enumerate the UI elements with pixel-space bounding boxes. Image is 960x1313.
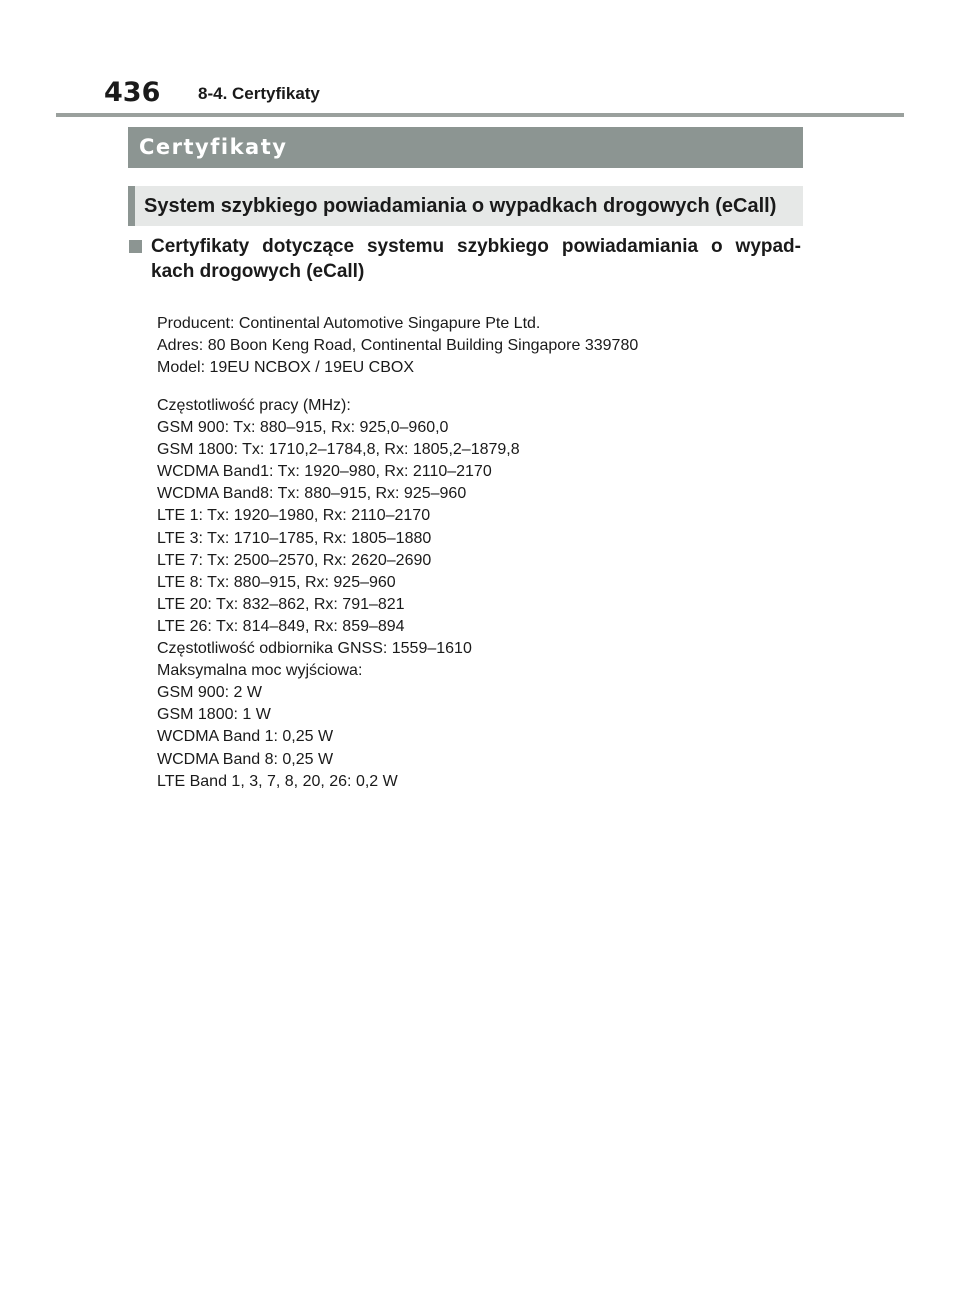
spec-line: Częstotliwość odbiornika GNSS: 1559–1610: [157, 640, 472, 658]
spec-line: WCDMA Band1: Tx: 1920–980, Rx: 2110–2170: [157, 463, 492, 481]
topic-heading-line-2: kach drogowych (eCall): [151, 261, 365, 282]
page-number: 436: [104, 77, 161, 108]
spec-line: LTE 20: Tx: 832–862, Rx: 791–821: [157, 595, 405, 613]
spec-line: GSM 1800: Tx: 1710,2–1784,8, Rx: 1805,2–1879,8: [157, 441, 520, 459]
model-line: Model: 19EU NCBOX / 19EU CBOX: [157, 359, 414, 377]
spec-line: GSM 1800: 1 W: [157, 706, 271, 724]
spec-line: Częstotliwość pracy (MHz):: [157, 397, 351, 414]
header-divider: [56, 113, 904, 117]
spec-line: LTE 8: Tx: 880–915, Rx: 925–960: [157, 573, 396, 591]
spec-line: LTE 3: Tx: 1710–1785, Rx: 1805–1880: [157, 529, 432, 547]
subsection-title: System szybkiego powiadamiania o wypadkach drogowych (eCall): [144, 195, 777, 217]
spec-line: LTE 26: Tx: 814–849, Rx: 859–894: [157, 617, 405, 635]
spec-line: LTE Band 1, 3, 7, 8, 20, 26: 0,2 W: [157, 772, 398, 790]
subsection-accent-bar: [128, 186, 135, 226]
square-bullet-icon: [129, 240, 142, 253]
spec-line: LTE 1: Tx: 1920–1980, Rx: 2110–2170: [157, 507, 431, 525]
section-reference: 8-4. Certyfikaty: [198, 84, 320, 103]
spec-line: GSM 900: Tx: 880–915, Rx: 925,0–960,0: [157, 419, 449, 437]
address-line: Adres: 80 Boon Keng Road, Continental Building Singapore 339780: [157, 337, 639, 355]
topic-heading: [151, 234, 801, 284]
producer-line: Producent: Continental Automotive Singapure Pte Ltd.: [157, 315, 541, 332]
spec-line: Maksymalna moc wyjściowa:: [157, 662, 363, 680]
spec-line: LTE 7: Tx: 2500–2570, Rx: 2620–2690: [157, 551, 432, 569]
spec-line: WCDMA Band 1: 0,25 W: [157, 728, 334, 746]
manufacturer-info: [157, 313, 638, 379]
spec-line: WCDMA Band8: Tx: 880–915, Rx: 925–960: [157, 485, 467, 503]
topic-heading-line-1: Certyfikaty dotyczące systemu szybkiego powiadamiania o wypad-: [151, 236, 801, 257]
spec-line: WCDMA Band 8: 0,25 W: [157, 750, 334, 768]
technical-specs: [157, 395, 520, 793]
spec-line: GSM 900: 2 W: [157, 684, 262, 702]
chapter-title: Certyfikaty: [139, 135, 288, 159]
